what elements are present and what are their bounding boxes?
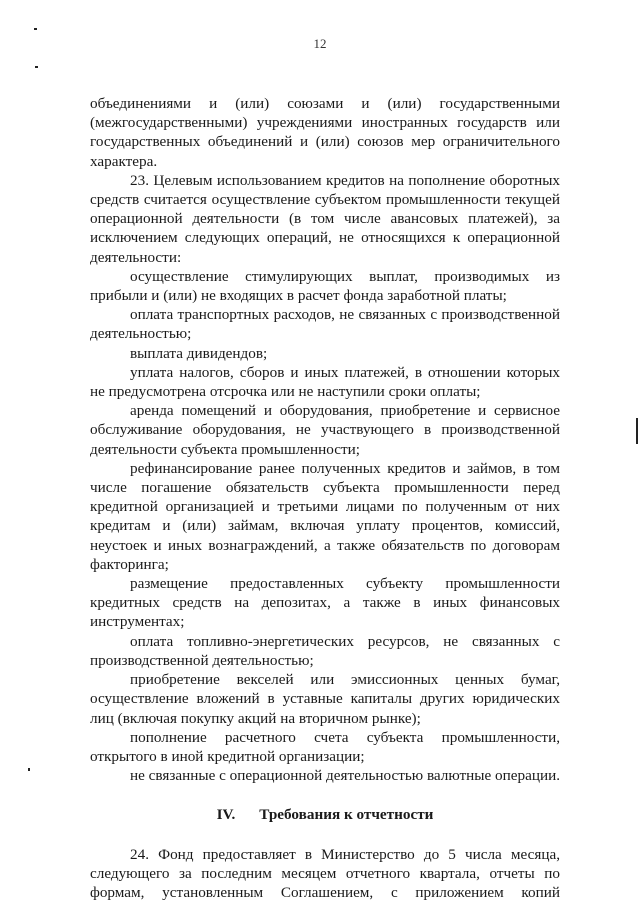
scan-mark	[34, 28, 37, 30]
paragraph: 24. Фонд предоставляет в Министерство до 5 числа месяца, следующего за последним месяцем отчетного квартала, отчеты по формам, установленным Соглашением, с приложением копий	[90, 845, 560, 901]
paragraph: не связанные с операционной деятельностью валютные операции.	[130, 767, 560, 785]
paragraph: объединениями и (или) союзами и (или) государственными (межгосударственными) учреждениями иностранных государств или государственных объединений и (или) союзов мер ограничительного характера.	[90, 95, 560, 170]
paragraph: оплата транспортных расходов, не связанных с производственной деятельностью;	[90, 306, 560, 343]
paragraph: выплата дивидендов;	[130, 344, 268, 362]
paragraph-group	[90, 845, 560, 903]
scan-mark	[636, 418, 638, 444]
paragraph: 23. Целевым использованием кредитов на пополнение оборотных средств считается осуществление субъектом промышленности текущей операционной деятельности (в том числе авансовых платежей), за исключением следующих операций, не относящихся к операционной деятельности:	[90, 171, 560, 266]
paragraph: пополнение расчетного счета субъекта промышленности, открытого в иной кредитной организации;	[90, 728, 560, 765]
scan-mark	[35, 66, 38, 68]
paragraph: осуществление стимулирующих выплат, производимых из прибыли и (или) не входящих в расчет фонда заработной платы;	[90, 267, 560, 305]
paragraph-group	[90, 94, 560, 785]
paragraph: аренда помещений и оборудования, приобретение и сервисное обслуживание оборудования, не участвующего в производственной деятельности субъекта промышленности;	[90, 402, 560, 458]
section-title: Требования к отчетности	[259, 806, 434, 824]
document-body	[90, 94, 560, 902]
paragraph: рефинансирование ранее полученных кредитов и займов, в том числе погашение обязательств субъекта промышленности перед кредитной организацией и третьими лицами по полученным от них кредитам и (или) займам, включая уплату процентов, комиссий, неустоек и иных вознаграждений, а также обязательств по договорам факторинга;	[90, 459, 560, 573]
section-heading	[90, 805, 560, 824]
section-number: IV.	[216, 806, 236, 824]
paragraph: оплата топливно-энергетических ресурсов, не связанных с производственной деятельностью;	[90, 632, 560, 669]
paragraph: приобретение векселей или эмиссионных ценных бумаг, осуществление вложений в уставные капиталы других юридических лиц (включая покупку акций на вторичном рынке);	[90, 671, 560, 727]
page-number: 12	[313, 36, 327, 51]
paragraph: размещение предоставленных субъекту промышленности кредитных средств на депозитах, а также в иных финансовых инструментах;	[90, 575, 560, 631]
paragraph: уплата налогов, сборов и иных платежей, в отношении которых не предусмотрена отсрочка или не наступили сроки оплаты;	[90, 363, 560, 401]
scan-mark	[28, 768, 30, 771]
